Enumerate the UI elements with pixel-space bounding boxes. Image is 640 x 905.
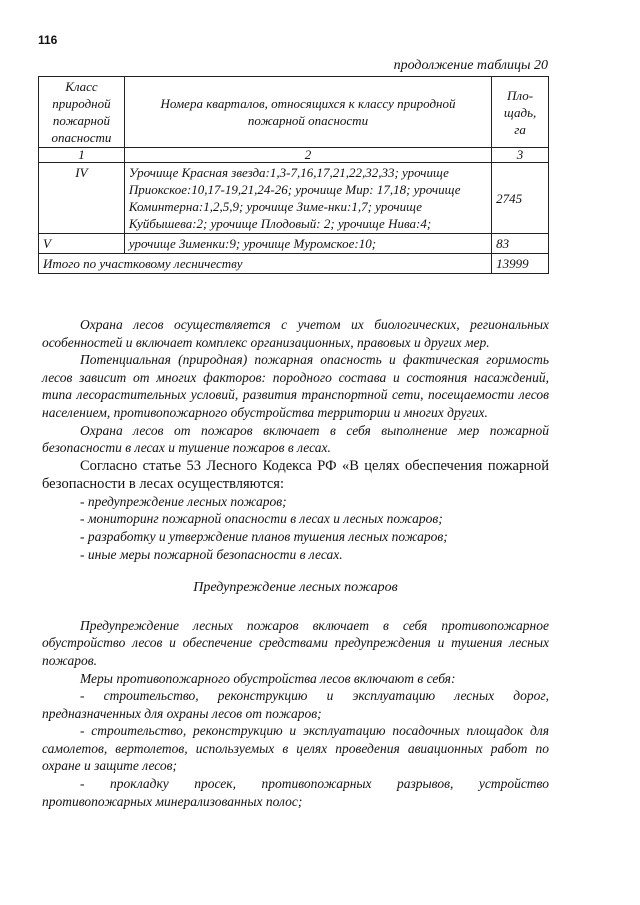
table-header-row <box>39 77 549 148</box>
fire-class-table <box>38 76 549 274</box>
paragraph: Потенциальная (природная) пожарная опасность и фактическая горимость лесов зависит от многих факторов: породного состава и состояния насаждений, типа лесорастительных условий, развития транспортной сети, посещаемости лесов населением, противопожарного обустройства территории и многих других. <box>42 352 549 420</box>
row-class: V <box>39 234 125 254</box>
column-number: 3 <box>492 148 549 163</box>
total-area: 13999 <box>492 254 549 274</box>
list-item: - разработку и утверждение планов тушения лесных пожаров; <box>80 528 448 544</box>
header-class: Класс природной пожарной опасности <box>39 77 125 148</box>
table-caption: продолжение таблицы 20 <box>393 58 548 73</box>
list-item: - мониторинг пожарной опасности в лесах и лесных пожаров; <box>80 511 443 527</box>
row-area: 2745 <box>492 163 549 234</box>
paragraph: Меры противопожарного обустройства лесов включают в себя: <box>80 670 456 686</box>
total-label: Итого по участковому лесничеству <box>39 254 492 274</box>
list-item: - строительство, реконструкцию и эксплуатацию лесных дорог, предназначенных для охраны лесов от пожаров; <box>42 688 549 721</box>
table-column-numbers <box>39 148 549 163</box>
list-item: - иные меры пожарной безопасности в лесах. <box>80 546 343 562</box>
table-total-row <box>39 254 549 274</box>
paragraph-article-53: Согласно статье 53 Лесного Кодекса РФ «В целях обеспечения пожарной безопасности в лесах осуществляются: <box>42 457 549 492</box>
paragraph: Охрана лесов от пожаров включает в себя выполнение мер пожарной безопасности в лесах и тушение пожаров в лесах. <box>42 422 549 456</box>
paragraph: Предупреждение лесных пожаров включает в себя противопожарное обустройство лесов и обеспечение средствами предупреждения и тушения лесных пожаров. <box>42 617 549 668</box>
row-class: IV <box>39 163 125 234</box>
table-row <box>39 234 549 254</box>
table-row <box>39 163 549 234</box>
section-title: Предупреждение лесных пожаров <box>193 580 398 596</box>
header-area: Пло- щадь, га <box>492 77 549 148</box>
row-area: 83 <box>492 234 549 254</box>
header-quarters: Номера кварталов, относящихся к классу природной пожарной опасности <box>124 77 491 148</box>
list-item: - прокладку просек, противопожарных разрывов, устройство противопожарных минерализованных полос; <box>42 776 549 809</box>
column-number: 1 <box>39 148 125 163</box>
list-item: - строительство, реконструкцию и эксплуатацию посадочных площадок для самолетов, вертолетов, используемых в целях проведения авиационных работ по охране и защите лесов; <box>42 723 549 774</box>
list-item: - предупреждение лесных пожаров; <box>80 493 287 509</box>
body-text <box>42 316 549 810</box>
row-quarters: урочище Зименки:9; урочище Муромское:10; <box>124 234 491 254</box>
row-quarters: Урочище Красная звезда:1,3-7,16,17,21,22,32,33; урочище Приокское:10,17-19,21,24-26; урочище Мир: 17,18; урочище Коминтерна:1,2,5,9; урочище Зиме-нки:1,7; урочище Куйбышева:2; урочище Плодовый: 2; урочище Нива:4; <box>124 163 491 234</box>
column-number: 2 <box>124 148 491 163</box>
paragraph: Охрана лесов осуществляется с учетом их биологических, региональных особенностей и включает комплекс организационных, правовых и других мер. <box>42 317 549 350</box>
page-number: 116 <box>38 33 58 47</box>
